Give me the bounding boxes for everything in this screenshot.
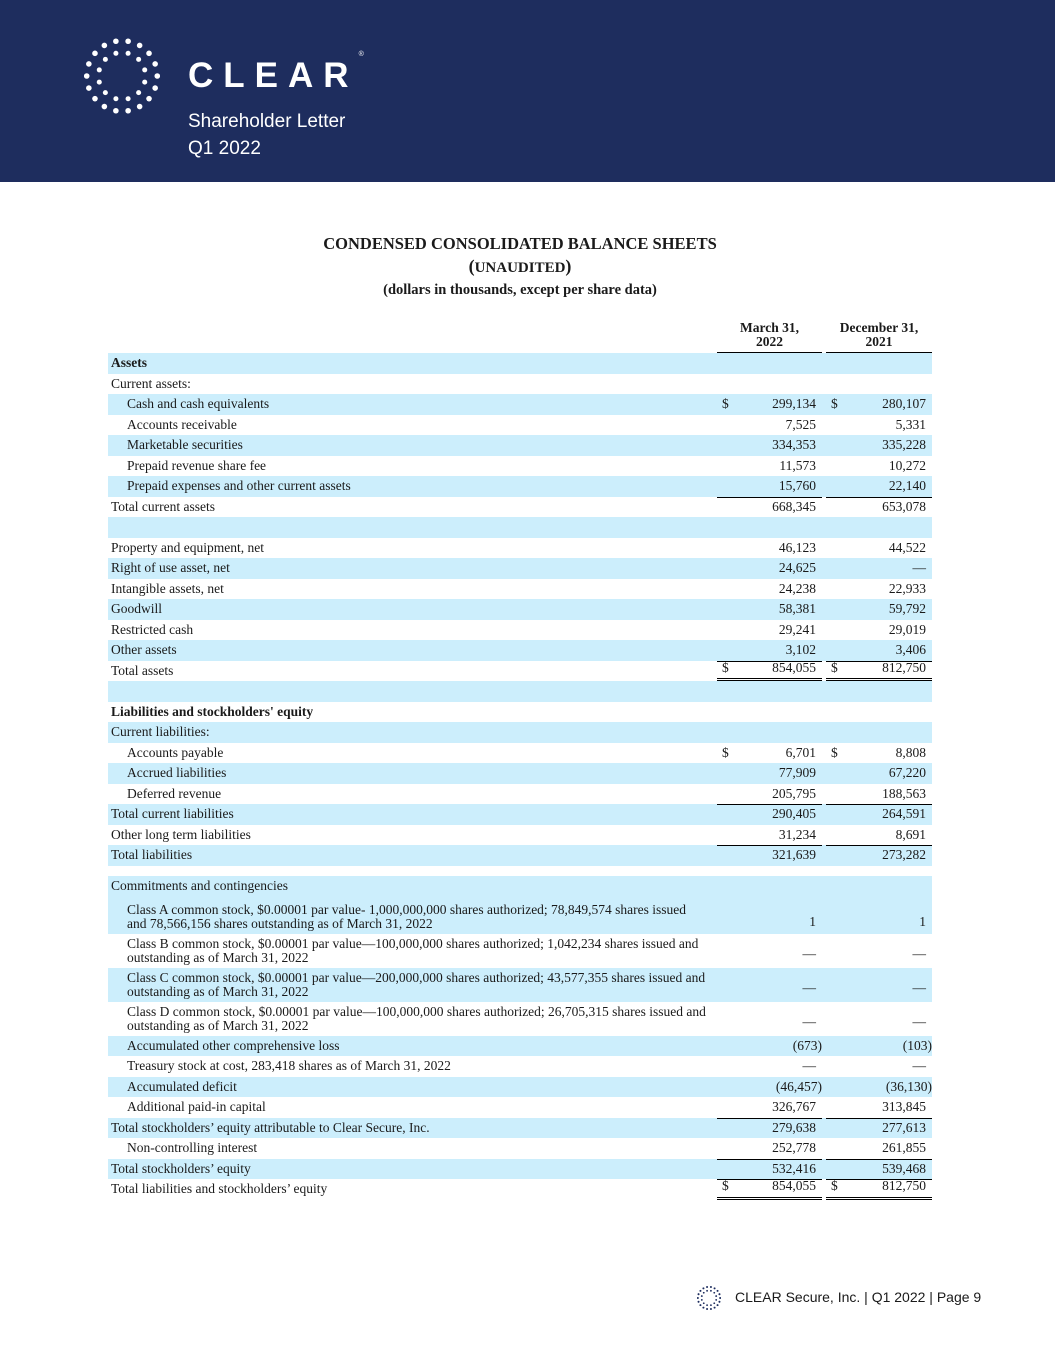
logo-dot <box>701 1295 703 1297</box>
table-row <box>108 476 932 497</box>
cell-value: 5,331 <box>895 416 926 432</box>
table-row <box>108 661 932 682</box>
cell-value: 3,102 <box>785 642 816 657</box>
logo-dot <box>125 38 131 44</box>
table-row <box>108 825 932 846</box>
cell-value: 321,639 <box>772 847 816 862</box>
cell-value: 539,468 <box>882 1160 926 1176</box>
cell-december-2021 <box>826 763 932 784</box>
logo-dot <box>92 96 98 102</box>
cell-value: 8,808 <box>895 744 926 760</box>
cell-december-2021 <box>826 900 932 934</box>
cell-december-2021 <box>826 599 932 620</box>
cell-value: (673) <box>792 1037 822 1053</box>
cell-march-2022 <box>717 804 822 825</box>
dollar-sign: $ <box>831 744 838 760</box>
cell-value: 290,405 <box>772 806 816 821</box>
logo-dot <box>710 1308 712 1310</box>
cell-december-2021 <box>826 784 932 805</box>
cell-march-2022 <box>717 456 822 477</box>
clear-logo-icon <box>84 38 160 114</box>
cell-march-2022 <box>717 353 822 374</box>
logo-dot <box>84 73 90 79</box>
cell-value: (36,130) <box>885 1078 932 1094</box>
cell-value: 29,019 <box>888 621 926 637</box>
logo-dot <box>714 1287 716 1289</box>
cell-value: — <box>802 1058 816 1073</box>
cell-march-2022 <box>717 435 822 456</box>
statement-units-note: (dollars in thousands, except per share data) <box>383 282 657 298</box>
cell-value: 854,055 <box>772 1178 816 1193</box>
logo-dot <box>103 57 108 62</box>
row-label: Treasury stock at cost, 283,418 shares as of March 31, 2022 <box>127 1058 451 1073</box>
cell-value: 326,767 <box>772 1099 816 1114</box>
row-label: Property and equipment, net <box>111 539 264 555</box>
logo-dot <box>86 85 92 91</box>
cell-december-2021 <box>826 934 932 968</box>
statement-title: CONDENSED CONSOLIDATED BALANCE SHEETS <box>323 234 717 253</box>
row-label: Class C common stock, $0.00001 par value—200,000,000 shares authorized; 43,577,355 shares issued and outstanding as of March 31, 2022 <box>127 969 706 999</box>
cell-december-2021 <box>826 538 932 559</box>
cell-december-2021 <box>826 415 932 436</box>
cell-march-2022 <box>717 763 822 784</box>
cell-december-2021 <box>826 968 932 1002</box>
clear-logo-small-icon <box>697 1286 721 1310</box>
cell-value: 205,795 <box>772 785 816 801</box>
row-label: Intangible assets, net <box>111 580 224 596</box>
table-row <box>108 1118 932 1139</box>
cell-value: 532,416 <box>772 1160 816 1176</box>
cell-value: 44,522 <box>888 539 926 555</box>
logo-dot <box>715 1295 717 1297</box>
cell-december-2021 <box>826 1097 932 1118</box>
row-label: Other long term liabilities <box>111 826 251 842</box>
row-label: Total current assets <box>111 498 216 514</box>
cell-value: 15,760 <box>778 478 816 493</box>
cell-march-2022 <box>717 599 822 620</box>
cell-value: 335,228 <box>882 437 926 452</box>
row-label: Accrued liabilities <box>127 765 227 780</box>
logo-dot <box>713 1292 715 1294</box>
cell-march-2022 <box>717 497 822 518</box>
cell-march-2022 <box>717 876 822 900</box>
table-row <box>108 435 932 456</box>
cell-march-2022 <box>717 722 822 743</box>
row-label: Restricted cash <box>111 621 194 637</box>
table-row <box>108 968 932 1002</box>
cell-value: 334,353 <box>772 437 816 452</box>
cell-december-2021 <box>826 476 932 497</box>
cell-march-2022 <box>717 1179 822 1200</box>
cell-december-2021 <box>826 579 932 600</box>
dollar-sign: $ <box>831 1178 838 1193</box>
row-label: Accumulated deficit <box>127 1078 237 1094</box>
row-label: Liabilities and stockholders' equity <box>111 703 314 719</box>
column-header-march-2022: March 31, 2022 <box>717 321 822 354</box>
cell-december-2021 <box>826 1036 932 1057</box>
cell-march-2022 <box>717 784 822 805</box>
cell-march-2022 <box>717 517 822 538</box>
table-row <box>108 456 932 477</box>
dollar-sign: $ <box>722 396 729 411</box>
cell-december-2021 <box>826 374 932 395</box>
cell-december-2021 <box>826 1179 932 1200</box>
row-label: Marketable securities <box>127 437 243 452</box>
logo-dot <box>717 1304 719 1306</box>
logo-dot <box>703 1302 705 1304</box>
cell-value: 273,282 <box>882 847 926 862</box>
logo-dot <box>698 1301 700 1303</box>
cell-march-2022 <box>717 1077 822 1098</box>
cell-march-2022 <box>717 374 822 395</box>
cell-value: 67,220 <box>888 765 926 780</box>
cell-march-2022 <box>717 661 822 682</box>
cell-december-2021 <box>826 681 932 702</box>
logo-dot <box>697 1297 699 1299</box>
logo-dot <box>715 1299 717 1301</box>
logo-dot <box>718 1301 720 1303</box>
cell-value: — <box>912 560 926 575</box>
row-label: Prepaid revenue share fee <box>127 457 267 473</box>
logo-dot <box>703 1292 705 1294</box>
logo-dot <box>702 1307 704 1309</box>
row-label: Class A common stock, $0.00001 par value- 1,000,000,000 shares authorized; 78,849,574 shares issued and 78,566,156 shares outstanding as of March 31, 2022 <box>127 901 687 931</box>
table-row <box>108 394 932 415</box>
cell-value: 8,691 <box>895 826 926 842</box>
cell-december-2021 <box>826 845 932 866</box>
cell-december-2021 <box>826 702 932 723</box>
row-label: Total liabilities and stockholders’ equity <box>111 1181 328 1196</box>
cell-december-2021 <box>826 353 932 374</box>
cell-december-2021 <box>826 722 932 743</box>
logo-dot <box>97 80 102 85</box>
row-label: Other assets <box>111 642 177 657</box>
row-label: Total current liabilities <box>111 806 234 821</box>
table-row <box>108 353 932 374</box>
letter-period: Q1 2022 <box>188 138 261 159</box>
cell-march-2022 <box>717 900 822 934</box>
logo-dot <box>86 61 92 67</box>
logo-dot <box>710 1286 712 1288</box>
logo-dot <box>710 1304 712 1306</box>
row-label: Current assets: <box>111 375 191 391</box>
cell-value: — <box>802 1013 816 1029</box>
table-row <box>108 702 932 723</box>
cell-december-2021 <box>826 497 932 518</box>
logo-dot <box>142 80 147 85</box>
table-row <box>108 1077 932 1098</box>
cell-value: 812,750 <box>882 659 926 675</box>
cell-march-2022 <box>717 579 822 600</box>
table-row <box>108 1097 932 1118</box>
dollar-sign: $ <box>831 396 838 411</box>
cell-march-2022 <box>717 743 822 764</box>
cell-march-2022 <box>717 845 822 866</box>
table-row <box>108 1138 932 1159</box>
cell-value: — <box>802 945 816 961</box>
cell-march-2022 <box>717 394 822 415</box>
table-row <box>108 804 932 825</box>
table-row <box>108 497 932 518</box>
logo-dot <box>113 108 119 114</box>
logo-dot <box>126 96 131 101</box>
cell-december-2021 <box>826 1056 932 1077</box>
cell-value: 252,778 <box>772 1140 816 1155</box>
logo-dot <box>718 1293 720 1295</box>
cell-december-2021 <box>826 620 932 641</box>
cell-value: 299,134 <box>772 396 816 411</box>
row-label: Deferred revenue <box>127 785 222 801</box>
table-row <box>108 558 932 579</box>
logo-dot <box>113 51 118 56</box>
cell-december-2021 <box>826 825 932 846</box>
row-label: Commitments and contingencies <box>111 877 288 893</box>
cell-march-2022 <box>717 934 822 968</box>
logo-dot <box>113 38 119 44</box>
table-row <box>108 784 932 805</box>
row-label: Total liabilities <box>111 847 193 862</box>
row-label: Class D common stock, $0.00001 par value—100,000,000 shares authorized; 26,705,315 shares issued and outstanding as of March 31, 2022 <box>127 1003 706 1033</box>
logo-dot <box>152 85 158 91</box>
cell-value: — <box>912 1058 926 1073</box>
cell-december-2021 <box>826 1138 932 1159</box>
dollar-sign: $ <box>722 659 729 675</box>
row-label: Total stockholders’ equity <box>111 1160 251 1176</box>
row-label: Additional paid-in capital <box>127 1099 266 1114</box>
cell-value: 22,933 <box>888 580 926 596</box>
cell-march-2022 <box>717 825 822 846</box>
cell-december-2021 <box>826 1118 932 1139</box>
cell-march-2022 <box>717 968 822 1002</box>
table-row <box>108 900 932 934</box>
cell-value: 58,381 <box>778 601 816 616</box>
row-label: Accumulated other comprehensive loss <box>127 1037 340 1053</box>
cell-december-2021 <box>826 1077 932 1098</box>
cell-december-2021 <box>826 394 932 415</box>
logo-dot <box>706 1304 708 1306</box>
cell-value: 11,573 <box>779 457 816 473</box>
row-label: Accounts payable <box>127 744 224 760</box>
cell-december-2021 <box>826 517 932 538</box>
logo-dot <box>710 1290 712 1292</box>
logo-dot <box>702 1287 704 1289</box>
cell-value: — <box>802 979 816 995</box>
table-row <box>108 538 932 559</box>
logo-dot <box>126 51 131 56</box>
logo-dot <box>719 1297 721 1299</box>
cell-december-2021 <box>826 661 932 682</box>
footer-text: CLEAR Secure, Inc. | Q1 2022 | Page 9 <box>735 1289 982 1305</box>
cell-value: — <box>912 979 926 995</box>
cell-value: 1 <box>809 913 816 929</box>
logo-dot <box>701 1299 703 1301</box>
cell-december-2021 <box>826 456 932 477</box>
table-row <box>108 1179 932 1200</box>
cell-value: 188,563 <box>882 785 926 801</box>
cell-value: — <box>912 945 926 961</box>
logo-dot <box>717 1290 719 1292</box>
cell-march-2022 <box>717 415 822 436</box>
cell-value: 668,345 <box>772 498 816 514</box>
cell-value: 10,272 <box>888 457 926 473</box>
cell-march-2022 <box>717 476 822 497</box>
table-row <box>108 1036 932 1057</box>
cell-march-2022 <box>717 1118 822 1139</box>
table-row <box>108 1002 932 1036</box>
cell-march-2022 <box>717 538 822 559</box>
cell-march-2022 <box>717 1056 822 1077</box>
logo-dot <box>699 1304 701 1306</box>
logo-dot <box>714 1307 716 1309</box>
cell-march-2022 <box>717 1138 822 1159</box>
logo-dot <box>146 51 152 57</box>
brand-wordmark: CLEAR® <box>188 51 364 95</box>
logo-dot <box>142 67 147 72</box>
balance-sheet-table <box>108 353 932 1200</box>
logo-dot <box>706 1290 708 1292</box>
cell-value: 29,241 <box>778 621 816 637</box>
logo-dot <box>137 43 143 49</box>
logo-dot <box>125 108 131 114</box>
table-row <box>108 743 932 764</box>
cell-value: (103) <box>902 1037 932 1053</box>
logo-dot <box>102 43 108 49</box>
row-label: Total assets <box>111 662 174 678</box>
table-row <box>108 579 932 600</box>
logo-dot <box>103 90 108 95</box>
cell-march-2022 <box>717 620 822 641</box>
logo-dot <box>146 96 152 102</box>
cell-value: — <box>912 1013 926 1029</box>
table-row <box>108 845 932 866</box>
logo-dot <box>706 1308 708 1310</box>
cell-value: 313,845 <box>882 1099 926 1114</box>
column-header-december-2021: December 31, 2021 <box>826 321 932 354</box>
cell-march-2022 <box>717 702 822 723</box>
logo-dot <box>154 73 160 79</box>
cell-march-2022 <box>717 558 822 579</box>
page-header <box>0 0 1055 182</box>
table-row <box>108 1056 932 1077</box>
row-label: Assets <box>111 355 147 370</box>
table-row <box>108 681 932 702</box>
cell-value: 77,909 <box>778 765 816 780</box>
cell-value: 812,750 <box>882 1178 926 1193</box>
table-row <box>108 763 932 784</box>
cell-value: 3,406 <box>895 642 926 657</box>
cell-value: 264,591 <box>882 806 926 821</box>
cell-march-2022 <box>717 1002 822 1036</box>
cell-value: 24,625 <box>778 560 816 575</box>
cell-value: 46,123 <box>778 539 816 555</box>
row-label: Prepaid expenses and other current assets <box>127 478 351 493</box>
logo-dot <box>136 90 141 95</box>
logo-dot <box>97 67 102 72</box>
cell-december-2021 <box>826 876 932 900</box>
logo-dot <box>706 1286 708 1288</box>
cell-value: 24,238 <box>778 580 816 596</box>
row-label: Accounts receivable <box>127 416 237 432</box>
table-row <box>108 722 932 743</box>
row-label: Right of use asset, net <box>111 560 230 575</box>
cell-value: 22,140 <box>888 478 926 493</box>
table-row <box>108 934 932 968</box>
row-label: Cash and cash equivalents <box>127 396 270 411</box>
logo-dot <box>152 61 158 67</box>
table-row <box>108 415 932 436</box>
cell-march-2022 <box>717 1097 822 1118</box>
cell-value: 1 <box>919 913 926 929</box>
cell-december-2021 <box>826 558 932 579</box>
cell-value: 280,107 <box>882 396 926 411</box>
cell-december-2021 <box>826 743 932 764</box>
table-row <box>108 517 932 538</box>
row-label: Goodwill <box>111 601 163 616</box>
dollar-sign: $ <box>831 659 838 675</box>
logo-dot <box>113 96 118 101</box>
cell-value: 261,855 <box>882 1140 926 1155</box>
cell-december-2021 <box>826 435 932 456</box>
dollar-sign: $ <box>722 744 729 760</box>
table-row <box>108 876 932 900</box>
row-label: Class B common stock, $0.00001 par value—100,000,000 shares authorized; 1,042,234 shares issued and outstanding as of March 31, 2022 <box>127 935 699 965</box>
table-row <box>108 620 932 641</box>
logo-dot <box>137 104 143 110</box>
cell-value: 7,525 <box>785 416 816 432</box>
cell-value: 277,613 <box>882 1119 926 1135</box>
cell-value: 31,234 <box>778 826 816 842</box>
cell-value: 854,055 <box>772 659 816 675</box>
logo-dot <box>698 1293 700 1295</box>
cell-value: 653,078 <box>882 498 926 514</box>
table-row <box>108 374 932 395</box>
cell-march-2022 <box>717 681 822 702</box>
cell-value: 6,701 <box>785 744 816 760</box>
row-label: Current liabilities: <box>111 724 210 739</box>
cell-value: 279,638 <box>772 1119 816 1135</box>
cell-value: (46,457) <box>775 1078 822 1094</box>
cell-december-2021 <box>826 1002 932 1036</box>
letter-title: Shareholder Letter <box>188 111 346 132</box>
logo-dot <box>92 51 98 57</box>
dollar-sign: $ <box>722 1178 729 1193</box>
table-row <box>108 599 932 620</box>
row-label: Non-controlling interest <box>127 1140 258 1155</box>
statement-titles <box>0 234 1040 300</box>
logo-dot <box>713 1302 715 1304</box>
cell-december-2021 <box>826 804 932 825</box>
row-spacer <box>108 866 932 876</box>
cell-value: 59,792 <box>888 601 926 616</box>
cell-march-2022 <box>717 1036 822 1057</box>
logo-dot <box>136 57 141 62</box>
statement-subtitle: (UNAUDITED) <box>468 256 572 276</box>
logo-dot <box>699 1290 701 1292</box>
logo-dot <box>102 104 108 110</box>
row-label: Total stockholders’ equity attributable to Clear Secure, Inc. <box>111 1119 430 1135</box>
